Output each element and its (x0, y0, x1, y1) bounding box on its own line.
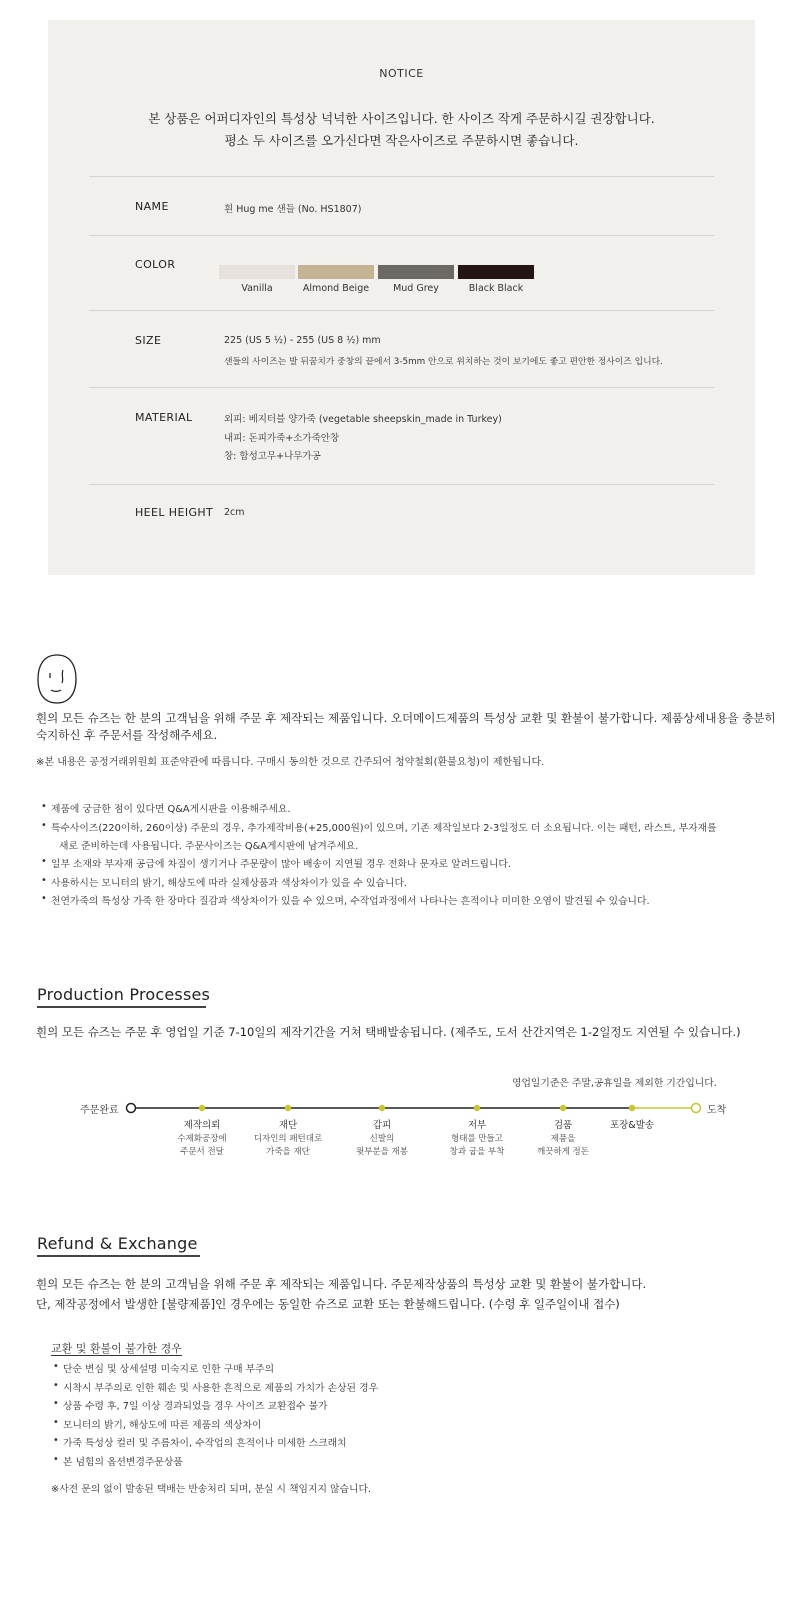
refund-bullet: • 본 넘힘의 옵션변경주문상품 (63, 1454, 183, 1468)
color-swatch-vanilla (219, 265, 295, 279)
info-bullet: • 제품에 궁금한 점이 있다면 Q&A게시판을 이용해주세요. (51, 801, 290, 815)
refund-bullet: • 상품 수령 후, 7일 이상 경과되었을 경우 사이즈 교환접수 불가 (63, 1398, 328, 1412)
info-bullet: • 천연가죽의 특성상 가죽 한 장마다 질감과 색상차이가 있을 수 있으며, 수작업과정에서 나타나는 흔적이나 미미한 오염이 발견될 수 있습니다. (51, 893, 650, 907)
refund-line-2: 단, 제작공정에서 발생한 [불량제품]인 경우에는 동일한 슈즈로 교환 또는 환불해드립니다. (수령 후 일주일이내 접수) (36, 1297, 620, 1311)
material-line: 외피: 베지터블 양가죽 (vegetable sheepskin_made in Turkey) (224, 414, 502, 425)
intro-paragraph: 흰의 모든 슈즈는 한 분의 고객님을 위해 주문 후 제작되는 제품입니다. 오더메이드제품의 특성상 교환 및 환불이 불가합니다. 제품상세내용을 충분히 숙지하신 후 주문서를 작성해주세요. (36, 711, 776, 742)
refund-note: ※사전 문의 없이 발송된 택배는 반송처리 되며, 분실 시 책임지지 않습니다. (51, 1484, 372, 1495)
notice-line-1: 본 상품은 어퍼디자인의 특성상 넉넉한 사이즈입니다. 한 사이즈 작게 주문하시길 권장합니다. (148, 111, 655, 126)
notice-title: NOTICE (379, 67, 424, 80)
info-bullet: • 일부 소재와 부자재 공급에 차질이 생기거나 주문량이 많아 배송이 지연될 경우 전화나 문자로 알려드립니다. (51, 856, 511, 870)
info-bullet: • 특수사이즈(220이하, 260이상) 주문의 경우, 추가제작비용(+25,000원)이 있으며, 기존 제작일보다 2-3일정도 더 소요됩니다. 이는 패턴, 라스트, 부자재를 (51, 820, 717, 834)
step-name: 검품 (553, 1120, 573, 1131)
notice-box (48, 20, 755, 575)
intro-note: ※본 내용은 공정거래위원회 표준약관에 따릅니다. 구매시 동의한 것으로 간주되어 청약철회(환불요청)이 제한됩니다. (36, 757, 545, 768)
size-label: SIZE (135, 334, 162, 347)
name-value: 흰 Hug me 샌들 (No. HS1807) (224, 204, 362, 215)
divider (89, 387, 714, 388)
step-name: 포장&발송 (609, 1120, 655, 1131)
info-bullet-continued: 새로 준비하는데 사용됩니다. 주문사이즈는 Q&A게시판에 남겨주세요. (59, 841, 359, 852)
step-desc: 수제화공장에 주문서 전달 (177, 1134, 227, 1157)
step-name: 제작의뢰 (183, 1120, 221, 1131)
divider (89, 310, 714, 311)
timeline-start-dot (127, 1104, 136, 1113)
color-swatch-mud-grey (378, 265, 454, 279)
material-label: MATERIAL (135, 411, 193, 424)
step-desc: 형태를 만들고 창과 굽을 부착 (449, 1134, 505, 1157)
timeline-step-dot (285, 1105, 291, 1111)
refund-subtitle: 교환 및 환불이 불가한 경우 (51, 1342, 182, 1355)
divider (89, 484, 714, 485)
color-name: Vanilla (241, 283, 273, 294)
step-desc: 제품을 깨끗하게 정돈 (537, 1134, 589, 1157)
production-timeline (0, 1100, 800, 1200)
refund-title: Refund & Exchange (37, 1234, 198, 1253)
production-desc: 흰의 모든 슈즈는 주문 후 영업일 기준 7-10일의 제작기간을 거쳐 택배발송됩니다. (제주도, 도서 산간지역은 1-2일정도 지연될 수 있습니다.) (36, 1025, 741, 1039)
color-label: COLOR (135, 258, 176, 271)
timeline-end-dot (692, 1104, 701, 1113)
step-desc: 디자인의 패턴대로 가죽을 재단 (253, 1134, 323, 1157)
info-bullet: • 사용하시는 모니터의 밝기, 해상도에 따라 실제상품과 색상차이가 있을 수 있습니다. (51, 875, 407, 889)
timeline-step-dot (629, 1105, 635, 1111)
timeline-step-dot (379, 1105, 385, 1111)
timeline-step-dot (560, 1105, 566, 1111)
color-swatch-black-black (458, 265, 534, 279)
timeline-step-dot (199, 1105, 205, 1111)
color-name: Mud Grey (393, 283, 439, 294)
step-name: 갑피 (372, 1120, 392, 1131)
refund-title-underline (37, 1255, 200, 1257)
color-name: Almond Beige (302, 283, 370, 294)
size-value: 225 (US 5 ½) - 255 (US 8 ½) mm (224, 335, 381, 346)
material-line: 내피: 돈피가죽+소가죽안창 (224, 433, 340, 444)
color-swatch-almond-beige (298, 265, 374, 279)
production-title-underline (37, 1006, 206, 1008)
divider (89, 176, 714, 177)
heel-height-value: 2cm (224, 507, 245, 518)
refund-bullet: • 단순 변심 및 상세설명 미숙지로 인한 구매 부주의 (63, 1361, 274, 1375)
divider (89, 235, 714, 236)
timeline-step-dot (474, 1105, 480, 1111)
refund-bullet: • 가죽 특성상 컬러 및 주름차이, 수작업의 흔적이나 미세한 스크래치 (63, 1435, 347, 1449)
name-label: NAME (135, 200, 169, 213)
color-name: Black Black (468, 283, 524, 294)
material-line: 창: 합성고무+나무가공 (224, 451, 321, 462)
step-name: 저부 (467, 1120, 487, 1131)
heel-height-label: HEEL HEIGHT (135, 506, 214, 519)
business-day-note: 영업일기준은 주말,공휴일을 제외한 기간입니다. (512, 1078, 717, 1089)
refund-bullet: • 시착시 부주의로 인한 훼손 및 사용한 흔적으로 제품의 가치가 손상된 경우 (63, 1380, 378, 1394)
refund-bullet: • 모니터의 밝기, 해상도에 따른 제품의 색상차이 (63, 1417, 262, 1431)
step-desc: 신발의 윗부분을 재봉 (356, 1134, 408, 1157)
face-doodle-icon (36, 653, 78, 705)
notice-line-2: 평소 두 사이즈를 오가신다면 작은사이즈로 주문하시면 좋습니다. (224, 133, 579, 148)
timeline-start-label: 주문완료 (80, 1105, 119, 1116)
size-note: 샌들의 사이즈는 발 뒤꿈치가 중창의 끝에서 3-5mm 안으로 위치하는 것이 보기에도 좋고 편안한 정사이즈 입니다. (224, 357, 663, 367)
step-name: 재단 (278, 1120, 298, 1131)
timeline-end-label: 도착 (707, 1105, 727, 1116)
production-title: Production Processes (37, 985, 211, 1004)
refund-line-1: 흰의 모든 슈즈는 한 분의 고객님을 위해 주문 후 제작되는 제품입니다. 주문제작상품의 특성상 교환 및 환불이 불가합니다. (36, 1277, 647, 1291)
